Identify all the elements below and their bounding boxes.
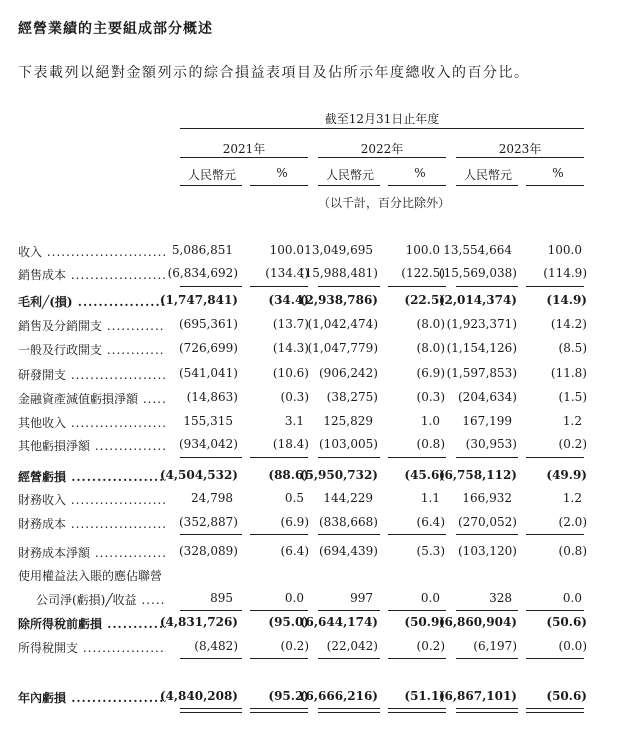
subtotal-rule-2021-pct [250, 658, 308, 659]
cell-2021-rmb: (934,042) [179, 437, 238, 451]
cell-2022-pct: (22.5) [404, 293, 445, 307]
year-2021-rule [180, 157, 308, 158]
subtotal-rule-2022-pct [388, 610, 446, 611]
cell-2022-rmb: (2,938,786) [299, 293, 378, 307]
cell-2021-rmb: (4,504,532) [159, 468, 238, 482]
subtotal-rule-2023-pct [526, 610, 584, 611]
table-row [0, 243, 631, 261]
subtotal-rule-2021-rmb [180, 286, 242, 287]
row-label: 經營虧損 ..... [18, 468, 166, 485]
pct-rule-2022 [388, 185, 446, 186]
table-row [0, 515, 631, 533]
cell-2022-rmb: 13,049,695 [304, 243, 373, 257]
subtotal-rule-2023-pct [526, 658, 584, 659]
pct-header-2022: % [414, 166, 426, 180]
row-label: 財務成本淨額 ..... [18, 544, 166, 561]
cell-2022-rmb: 997 [350, 591, 373, 605]
unit-note: （以千計，百分比除外） [318, 196, 451, 210]
row-label: 財務收入 ..... [18, 491, 166, 508]
cell-2021-rmb: (4,840,208) [159, 689, 238, 703]
cell-2022-pct: (45.6) [404, 468, 445, 482]
cell-2023-pct: (0.0) [558, 639, 587, 653]
subtotal-rule-2022-pct [388, 658, 446, 659]
row-label: 其他虧損淨額 ..... [18, 437, 166, 454]
pct-rule-2023 [526, 185, 584, 186]
table-row [0, 266, 631, 284]
row-label: 使用權益法入賬的應佔聯營 [18, 569, 163, 583]
pct-header-2023: % [552, 166, 564, 180]
cell-2021-pct: (18.4) [272, 437, 309, 451]
cell-2023-rmb: (15,569,038) [438, 266, 517, 280]
cell-2023-rmb: (6,867,101) [438, 689, 517, 703]
cell-2022-pct: (5.3) [416, 544, 445, 558]
pct-rule-2021 [250, 185, 308, 186]
subtotal-rule-2022-pct [388, 534, 446, 535]
cell-2022-pct: (0.8) [416, 437, 445, 451]
cell-2021-pct: (0.3) [280, 390, 309, 404]
subtotal-rule-2022-rmb [318, 457, 380, 458]
year-2022-rule [318, 157, 446, 158]
intro-paragraph: 下表載列以絕對金額列示的綜合損益表項目及佔所示年度總收入的百分比。 [18, 65, 530, 81]
row-label: 財務成本 ..... [18, 515, 166, 532]
row-label: 收入 ..... [18, 243, 166, 260]
cell-2022-rmb: (838,668) [319, 515, 378, 529]
cell-2022-rmb: (6,666,216) [299, 689, 378, 703]
section-heading: 經營業績的主要組成部分概述 [18, 21, 213, 37]
cell-2021-rmb: 24,798 [191, 491, 233, 505]
cell-2023-pct: (114.9) [543, 266, 587, 280]
subtotal-rule-2023-pct [526, 286, 584, 287]
cell-2022-pct: 0.0 [420, 591, 440, 605]
cell-2022-pct: (8.0) [416, 341, 445, 355]
cell-2023-pct: (0.2) [558, 437, 587, 451]
cell-2023-rmb: (1,597,853) [446, 366, 517, 380]
cell-2021-rmb: 895 [210, 591, 233, 605]
cell-2021-pct: (14.3) [272, 341, 309, 355]
cell-2021-pct: (6.9) [280, 515, 309, 529]
table-row [0, 491, 631, 509]
cell-2021-rmb: (352,887) [179, 515, 238, 529]
table-row [0, 639, 631, 657]
row-label: 銷售及分銷開支 ..... [18, 317, 166, 334]
subtotal-rule-2021-rmb [180, 457, 242, 458]
subtotal-rule-2023-rmb [456, 534, 518, 535]
cell-2023-pct: (2.0) [558, 515, 587, 529]
cell-2021-pct: (88.6) [268, 468, 309, 482]
cell-2023-rmb: (270,052) [458, 515, 517, 529]
cell-2023-rmb: (2,014,374) [438, 293, 517, 307]
subtotal-rule-2023-rmb [456, 457, 518, 458]
subtotal-rule-2023-rmb [456, 286, 518, 287]
cell-2023-pct: 100.0 [547, 243, 582, 257]
cell-2022-rmb: (694,439) [319, 544, 378, 558]
cell-2022-rmb: 125,829 [323, 414, 373, 428]
cell-2023-rmb: (6,197) [473, 639, 517, 653]
cell-2021-pct: (6.4) [280, 544, 309, 558]
subtotal-rule-2021-pct [250, 457, 308, 458]
period-rule [180, 128, 584, 129]
row-label: 一般及行政開支 ..... [18, 341, 166, 358]
cell-2022-rmb: (38,275) [326, 390, 378, 404]
cell-2022-rmb: (1,042,474) [307, 317, 378, 331]
cell-2022-pct: 1.1 [420, 491, 440, 505]
cell-2021-pct: (134.4) [265, 266, 309, 280]
cell-2023-rmb: (1,154,126) [446, 341, 517, 355]
table-row [0, 567, 631, 585]
cell-2023-rmb: 167,199 [462, 414, 512, 428]
subtotal-rule-2021-pct [250, 286, 308, 287]
total-double-rule-2021-pct [250, 708, 308, 713]
cell-2021-rmb: (14,863) [186, 390, 238, 404]
subtotal-rule-2022-rmb [318, 658, 380, 659]
cell-2021-pct: 0.5 [284, 491, 304, 505]
table-row [0, 414, 631, 432]
subtotal-rule-2021-rmb [180, 534, 242, 535]
cell-2021-pct: (10.6) [272, 366, 309, 380]
cell-2021-rmb: (8,482) [194, 639, 238, 653]
subtotal-rule-2023-pct [526, 457, 584, 458]
subtotal-rule-2022-rmb [318, 534, 380, 535]
cell-2023-pct: (14.2) [550, 317, 587, 331]
cell-2023-rmb: (6,860,904) [438, 615, 517, 629]
rmb-header-2023: 人民幣元 [463, 168, 512, 182]
cell-2021-rmb: (695,361) [179, 317, 238, 331]
cell-2023-rmb: 328 [489, 591, 512, 605]
cell-2022-rmb: (5,950,732) [299, 468, 378, 482]
cell-2022-pct: (6.4) [416, 515, 445, 529]
cell-2021-rmb: 155,315 [183, 414, 233, 428]
cell-2021-rmb: 5,086,851 [171, 243, 233, 257]
cell-2021-pct: (95.2) [268, 689, 309, 703]
cell-2022-pct: (0.2) [416, 639, 445, 653]
row-label: 年內虧損 ..... [18, 689, 166, 706]
cell-2023-pct: (49.9) [546, 468, 587, 482]
table-row [0, 366, 631, 384]
subtotal-rule-2022-pct [388, 286, 446, 287]
table-row [0, 390, 631, 408]
cell-2022-rmb: (6,644,174) [299, 615, 378, 629]
subtotal-rule-2023-pct [526, 534, 584, 535]
cell-2021-rmb: (726,699) [179, 341, 238, 355]
cell-2022-pct: (50.9) [404, 615, 445, 629]
cell-2021-pct: 0.0 [284, 591, 304, 605]
period-header: 截至12月31日止年度 [324, 112, 440, 126]
cell-2021-rmb: (328,089) [179, 544, 238, 558]
pct-header-2021: % [276, 166, 288, 180]
subtotal-rule-2021-pct [250, 610, 308, 611]
table-row [0, 689, 631, 707]
subtotal-rule-2022-pct [388, 457, 446, 458]
table-row [0, 544, 631, 562]
cell-2022-pct: 1.0 [420, 414, 440, 428]
cell-2023-pct: 1.2 [562, 414, 582, 428]
total-double-rule-2023-rmb [456, 708, 518, 713]
year-2023-header: 2023年 [498, 142, 542, 156]
cell-2023-rmb: (103,120) [458, 544, 517, 558]
subtotal-rule-2022-rmb [318, 610, 380, 611]
rmb-header-2021: 人民幣元 [187, 168, 236, 182]
cell-2021-pct: (0.2) [280, 639, 309, 653]
rmb-rule-2022 [318, 185, 380, 186]
cell-2023-rmb: (204,634) [458, 390, 517, 404]
row-label: 研發開支 ..... [18, 366, 166, 383]
row-label: 毛利╱(損) ..... [18, 293, 166, 310]
row-label: 其他收入 ..... [18, 414, 166, 431]
subtotal-rule-2021-pct [250, 534, 308, 535]
cell-2022-pct: (51.1) [404, 689, 445, 703]
cell-2022-pct: (6.9) [416, 366, 445, 380]
table-row [0, 317, 631, 335]
cell-2021-rmb: (6,834,692) [167, 266, 238, 280]
rmb-rule-2021 [180, 185, 242, 186]
cell-2021-pct: (13.7) [272, 317, 309, 331]
cell-2023-rmb: 13,554,664 [443, 243, 512, 257]
cell-2021-pct: (34.4) [268, 293, 309, 307]
year-2021-header: 2021年 [222, 142, 266, 156]
cell-2022-rmb: 144,229 [323, 491, 373, 505]
row-label: 除所得稅前虧損 ..... [18, 615, 166, 632]
table-row [0, 341, 631, 359]
cell-2022-pct: (0.3) [416, 390, 445, 404]
cell-2022-rmb: (22,042) [326, 639, 378, 653]
cell-2021-pct: (95.0) [268, 615, 309, 629]
cell-2021-pct: 3.1 [284, 414, 304, 428]
subtotal-rule-2023-rmb [456, 658, 518, 659]
subtotal-rule-2021-rmb [180, 658, 242, 659]
table-row [0, 293, 631, 311]
cell-2023-pct: (50.6) [546, 615, 587, 629]
subtotal-rule-2022-rmb [318, 286, 380, 287]
row-label: 所得稅開支 ..... [18, 639, 166, 656]
cell-2023-pct: (11.8) [550, 366, 587, 380]
table-row [0, 437, 631, 455]
cell-2023-pct: (1.5) [558, 390, 587, 404]
cell-2021-rmb: (541,041) [179, 366, 238, 380]
subtotal-rule-2021-rmb [180, 610, 242, 611]
total-double-rule-2022-rmb [318, 708, 380, 713]
cell-2023-rmb: (30,953) [465, 437, 517, 451]
table-row [0, 615, 631, 633]
cell-2022-pct: (122.5) [401, 266, 445, 280]
cell-2022-rmb: (1,047,779) [307, 341, 378, 355]
cell-2022-rmb: (15,988,481) [299, 266, 378, 280]
row-label: 公司淨(虧損)╱收益 ..... [36, 591, 166, 608]
table-row [0, 468, 631, 486]
cell-2022-pct: 100.0 [405, 243, 440, 257]
cell-2021-pct: 100.0 [269, 243, 304, 257]
year-2023-rule [456, 157, 584, 158]
subtotal-rule-2023-rmb [456, 610, 518, 611]
rmb-header-2022: 人民幣元 [325, 168, 374, 182]
year-2022-header: 2022年 [360, 142, 404, 156]
cell-2021-rmb: (1,747,841) [159, 293, 238, 307]
table-row [0, 591, 631, 609]
total-double-rule-2022-pct [388, 708, 446, 713]
cell-2023-pct: 0.0 [562, 591, 582, 605]
cell-2023-rmb: 166,932 [462, 491, 512, 505]
cell-2023-pct: (50.6) [546, 689, 587, 703]
cell-2023-pct: (14.9) [546, 293, 587, 307]
cell-2023-rmb: (6,758,112) [438, 468, 517, 482]
cell-2023-pct: 1.2 [562, 491, 582, 505]
cell-2022-rmb: (906,242) [319, 366, 378, 380]
cell-2023-pct: (8.5) [558, 341, 587, 355]
rmb-rule-2023 [456, 185, 518, 186]
cell-2021-rmb: (4,831,726) [159, 615, 238, 629]
row-label: 銷售成本 ..... [18, 266, 166, 283]
row-label: 金融資產減值虧損淨額 ..... [18, 390, 166, 407]
cell-2023-rmb: (1,923,371) [446, 317, 517, 331]
total-double-rule-2023-pct [526, 708, 584, 713]
cell-2022-rmb: (103,005) [319, 437, 378, 451]
cell-2023-pct: (0.8) [558, 544, 587, 558]
total-double-rule-2021-rmb [180, 708, 242, 713]
cell-2022-pct: (8.0) [416, 317, 445, 331]
